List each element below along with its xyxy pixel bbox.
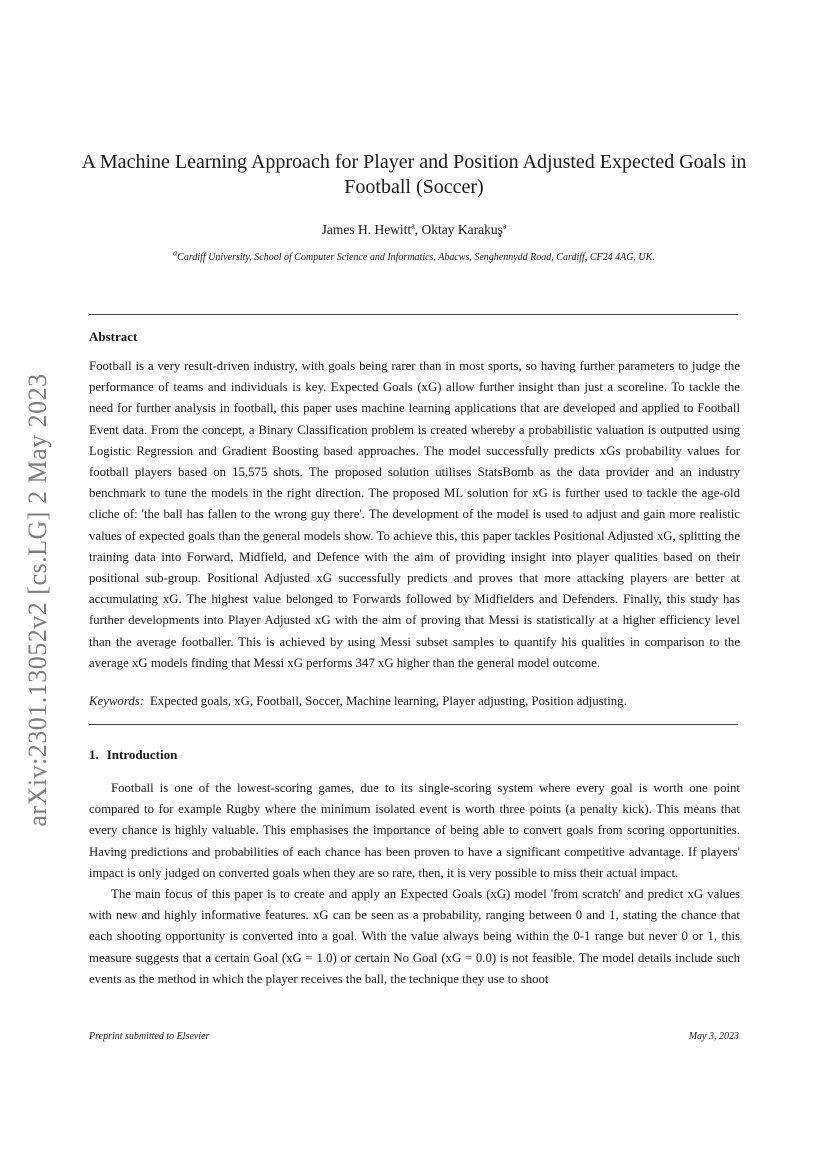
abstract-bottom-rule bbox=[89, 724, 738, 725]
paragraph: Football is one of the lowest-scoring games, due to its single-scoring system where every goal is worth one point compared to for example Rugby where the minimum isolated event is worth three points (a penalty kick). This means that every chance is highly valuable. This emphasises the importance of being able to convert goals from scoring opportunities. Having predictions and probabilities of each chance has been proven to have a significant competitive advantage. If players' impact is only judged on converted goals when they are so rare, then, it is very possible to miss their actual impact. bbox=[89, 781, 740, 880]
abstract-heading: Abstract bbox=[89, 329, 138, 344]
author-separator: , bbox=[414, 222, 422, 237]
section-heading bbox=[89, 747, 177, 763]
paper-title: A Machine Learning Approach for Player and Position Adjusted Expected Goals in Football (Soccer) bbox=[81, 151, 747, 198]
affiliation-mark: a bbox=[173, 248, 178, 258]
paragraph: The main focus of this paper is to create and apply an Expected Goals (xG) model 'from scratch' and predict xG values with new and highly informative features. xG can be seen as a probability, ranging between 0 and 1, stating the chance that each shooting opportunity is converted into a goal. With the value always being within the 0-1 range but never 0 or 1, this measure suggests that a certain Goal (xG = 1.0) or certain No Goal (xG = 0.0) is not feasible. The model details include such events as the method in which the player receives the ball, the technique they use to shoot bbox=[89, 887, 740, 986]
affiliation bbox=[80, 248, 748, 263]
affiliation-text: Cardiff University, School of Computer Science and Informatics, Abacws, Senghennydd Road, Cardiff, CF24 4AG, UK. bbox=[177, 252, 655, 263]
arxiv-stamp bbox=[18, 355, 58, 845]
footer-date: May 3, 2023 bbox=[688, 1031, 739, 1042]
section-number: 1. bbox=[89, 747, 99, 762]
keywords-text: Expected goals, xG, Football, Soccer, Machine learning, Player adjusting, Position adjusting. bbox=[149, 694, 627, 708]
arxiv-stamp-text: arXiv:2301.13052v2 [cs.LG] 2 May 2023 bbox=[23, 373, 52, 827]
author-list bbox=[80, 222, 748, 238]
abstract-top-rule bbox=[89, 314, 738, 315]
author-name: James H. Hewitt bbox=[321, 222, 412, 237]
author-affiliation-mark: a bbox=[411, 221, 415, 231]
abstract-body: Football is a very result-driven industry, with goals being rarer than in most sports, so having further parameters to judge the performance of teams and individuals is key. Expected Goals (xG) allow further insight than just a scoreline. To tackle the need for further analysis in football, this paper uses machine learning applications that are developed and applied to Football Event data. From the concept, a Binary Classification problem is created whereby a probabilistic valuation is outputted using Logistic Regression and Gradient Boosting based approaches. The model successfully predicts xGs probability values for football players based on 15,575 shots. The proposed solution utilises StatsBomb as the data provider and an industry benchmark to tune the models in the right direction. The proposed ML solution for xG is further used to tackle the age-old cliche of: 'the ball has fallen to the wrong guy there'. The development of the model is used to adjust and gain more realistic values of expected goals than the general models show. To achieve this, this paper tackles Positional Adjusted xG, splitting the training data into Forward, Midfield, and Defence with the aim of providing insight into player qualities based on their positional sub-group. Positional Adjusted xG successfully predicts and proves that more attacking players are better at accumulating xG. The highest value belonged to Forwards followed by Midfielders and Defenders. Finally, this study has further developments into Player Adjusted xG with the aim of proving that Messi is statistically at a higher efficiency level than the average footballer. This is achieved by using Messi subset samples to quantify his qualities in comparison to the average xG models finding that Messi xG performs 347 xG higher than the general model outcome. bbox=[89, 359, 740, 670]
keywords bbox=[89, 694, 740, 709]
footer-preprint-note: Preprint submitted to Elsevier bbox=[89, 1031, 210, 1042]
introduction-body bbox=[89, 778, 740, 990]
author-name: Oktay Karakuş bbox=[421, 222, 503, 237]
author-affiliation-mark: a bbox=[502, 221, 507, 231]
keywords-label: Keywords: bbox=[89, 694, 144, 708]
section-title: Introduction bbox=[106, 747, 178, 762]
